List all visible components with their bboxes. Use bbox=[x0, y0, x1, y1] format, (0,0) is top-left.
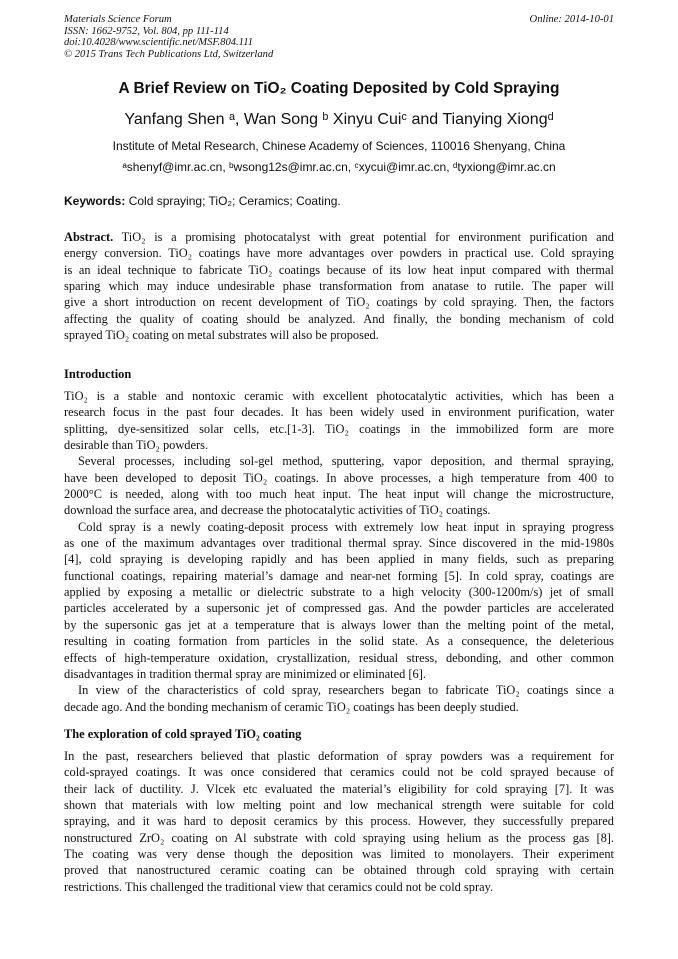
text-line: effects of high-temperature oxidation, crystallization, residual stress, debonding, and other common bbox=[64, 650, 614, 665]
online-date: Online: 2014-10-01 bbox=[529, 14, 614, 25]
text-line: In the past, researchers believed that plastic deformation of spray powders was a requirement for bbox=[64, 749, 614, 763]
abstract-line: sparing which may induce undesirable phase transformation from anatase to rutile. The paper will bbox=[64, 279, 614, 294]
text-line: TiO₂ is a stable and nontoxic ceramic with excellent photocatalytic activities, which has been a bbox=[64, 389, 614, 403]
abstract bbox=[64, 229, 614, 343]
paragraph bbox=[64, 682, 614, 715]
copyright: © 2015 Trans Tech Publications Ltd, Switzerland bbox=[64, 48, 274, 60]
abstract-line: sprayed TiO₂ coating on metal substrates will also be proposed. bbox=[64, 328, 379, 343]
text-line: functional coatings, repairing material’s damage and near-net forming [5]. In cold spray, coatings are bbox=[64, 568, 614, 583]
text-line: their lack of ductility. J. Vlcek etc evaluated the material’s eligibility for cold spraying [7]. It was bbox=[64, 781, 614, 796]
keywords-label: Keywords: bbox=[64, 194, 126, 208]
text-line: shown that materials with low melting point and low mechanical strength were suitable for cold bbox=[64, 798, 614, 813]
paragraph bbox=[64, 453, 614, 518]
text-line: In view of the characteristics of cold spray, researchers began to fabricate TiO₂ coatings since a bbox=[78, 683, 614, 698]
authors: Yanfang Shen ᵃ, Wan Song ᵇ Xinyu Cuiᶜ and Tianying Xiongᵈ bbox=[124, 111, 554, 128]
section-body bbox=[64, 748, 614, 895]
abstract-line: energy conversion. TiO₂ coatings have more advantages over powders in practical use. Cold spraying bbox=[64, 246, 614, 261]
section-heading: The exploration of cold sprayed TiO₂ coating bbox=[64, 727, 302, 741]
text-line: download the surface area, and decrease the photocatalytic activities of TiO₂ coatings. bbox=[64, 503, 491, 518]
section-body bbox=[64, 388, 614, 715]
keywords bbox=[64, 194, 341, 208]
text-line: 2000°C is needed, along with too much heat input. The heat input will change the microstructure, bbox=[64, 487, 614, 502]
text-line: spraying, and it was hard to deposit ceramics by this process. However, they successfully prepared bbox=[64, 814, 614, 829]
journal-header bbox=[64, 14, 273, 60]
text-line: as one of the maximum advantages over traditional thermal spray. Since discovered in the mid-1980s bbox=[64, 536, 614, 551]
text-line: The coating was very dense though the deposition was limited to monolayers. Their experiment bbox=[64, 847, 614, 862]
journal-name: Materials Science Forum bbox=[64, 14, 172, 25]
text-line: particles accelerated by a supersonic jet of compressed gas. And the powder particles are accelerated bbox=[64, 601, 614, 616]
affiliation: Institute of Metal Research, Chinese Academy of Sciences, 110016 Shenyang, China bbox=[112, 139, 566, 153]
abstract-line: TiO₂ is a promising photocatalyst with great potential for environment purification and bbox=[113, 230, 614, 244]
paragraph bbox=[64, 748, 614, 895]
text-line: [4], cold spraying is developing rapidly and has been applied in many fields, such as preparing bbox=[64, 552, 614, 567]
text-line: desirable than TiO₂ powders. bbox=[64, 438, 209, 453]
text-line: restrictions. This challenged the traditional view that ceramics could not be cold spray. bbox=[64, 879, 494, 894]
text-line: disadvantages in tradition thermal spray are minimized or eliminated [6]. bbox=[64, 666, 426, 681]
text-line: splitting, dye-sensitized solar cells, etc.[1-3]. TiO₂ coatings in the immobilized form are more bbox=[64, 421, 614, 436]
text-line: applied by exposing a metallic or dielectric substrate to a high velocity (300-1200m/s) jet of small bbox=[64, 585, 614, 600]
doi: doi:10.4028/www.scientific.net/MSF.804.111 bbox=[64, 37, 254, 49]
issn: ISSN: 1662-9752, Vol. 804, pp 111-114 bbox=[64, 25, 229, 37]
abstract-line: affecting the quality of coating should be analyzed. And finally, the bonding mechanism of cold bbox=[64, 311, 614, 326]
section-heading: Introduction bbox=[64, 367, 132, 381]
text-line: by the supersonic gas jet at a temperature that is always lower than the melting point of the metal, bbox=[64, 617, 614, 632]
abstract-line: give a short introduction on recent development of TiO₂ coatings by cold spraying. Then, the factors bbox=[64, 295, 614, 310]
text-line: research focus in the past four decades. It has been widely used in environment purification, water bbox=[64, 405, 614, 420]
text-line: decade ago. And the bonding mechanism of ceramic TiO₂ coatings has been deeply studied. bbox=[64, 699, 519, 714]
paragraph bbox=[64, 388, 614, 453]
abstract-label: Abstract. bbox=[64, 230, 114, 244]
paper-title: A Brief Review on TiO₂ Coating Deposited by Cold Spraying bbox=[118, 80, 560, 97]
text-line: have been developed to deposit TiO₂ coatings. In above processes, a high temperature from 400 to bbox=[64, 470, 614, 485]
emails: ᵃshenyf@imr.ac.cn, ᵇwsong12s@imr.ac.cn, ᶜxycui@imr.ac.cn, ᵈtyxiong@imr.ac.cn bbox=[122, 160, 556, 174]
text-line: Cold spray is a newly coating-deposit process with extremely low heat input in spraying progress bbox=[78, 519, 614, 534]
paragraph bbox=[64, 519, 614, 682]
text-line: nonstructured ZrO₂ coating on Al substrate with cold spraying using helium as the process gas [8]. bbox=[64, 830, 614, 845]
keywords-text: Cold spraying; TiO₂; Ceramics; Coating. bbox=[125, 194, 341, 208]
text-line: Several processes, including sol-gel method, sputtering, vapor deposition, and thermal spraying, bbox=[78, 454, 614, 469]
text-line: cold-sprayed coatings. It was once considered that ceramics could not be cold sprayed because of bbox=[64, 765, 614, 780]
abstract-line: is an ideal technique to fabricate TiO₂ coatings because of its low heat input compared with thermal bbox=[64, 262, 614, 277]
text-line: resulting in coating formation from particles in the solid state. As a consequence, the deleterious bbox=[64, 634, 614, 649]
text-line: proved that nanostructured ceramic coating can be obtained through cold spraying with certain bbox=[64, 863, 614, 878]
